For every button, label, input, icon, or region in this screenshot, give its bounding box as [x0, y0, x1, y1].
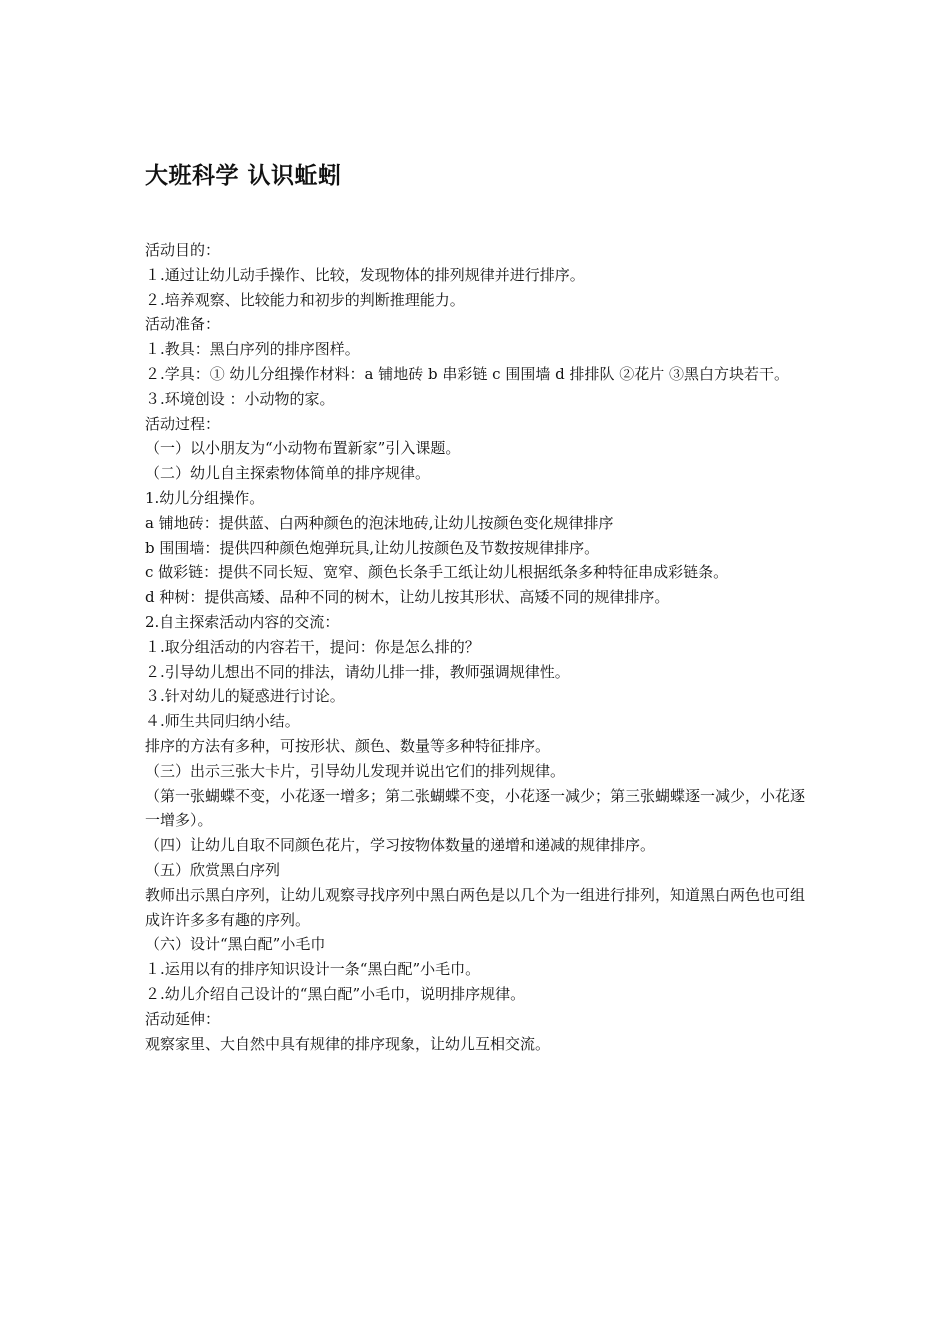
goal-item-2: ２.培养观察、比较能力和初步的判断推理能力。	[145, 290, 465, 309]
section-heading-process: 活动过程：	[145, 414, 221, 433]
document-body	[145, 238, 810, 1056]
process-step-3: （三）出示三张大卡片，引导幼儿发现并说出它们的排列规律。	[145, 761, 566, 780]
exchange-item-1: １.取分组活动的内容若干，提问：你是怎么排的？	[145, 637, 480, 656]
process-step-5: （五）欣赏黑白序列	[145, 860, 281, 879]
activity-item-a: a 铺地砖：提供蓝、白两种颜色的泡沫地砖,让幼儿按颜色变化规律排序	[145, 513, 614, 532]
section-heading-extension: 活动延伸：	[145, 1009, 221, 1028]
section-heading-preparation: 活动准备：	[145, 315, 221, 334]
process-substep-heading: 1.幼儿分组操作。	[145, 488, 265, 507]
exchange-item-4: ４.师生共同归纳小结。	[145, 712, 300, 731]
extension-text: 观察家里、大自然中具有规律的排序现象，让幼儿互相交流。	[145, 1034, 551, 1053]
preparation-item-3: ３.环境创设 ：小动物的家。	[145, 389, 335, 408]
exchange-heading: 2.自主探索活动内容的交流：	[145, 612, 340, 631]
summary-text: 排序的方法有多种，可按形状、颜色、数量等多种特征排序。	[145, 736, 551, 755]
process-step-2: （二）幼儿自主探索物体简单的排序规律。	[145, 464, 431, 483]
preparation-item-1: １.教具：黑白序列的排序图样。	[145, 340, 360, 359]
activity-item-c: c 做彩链：提供不同长短、宽窄、颜色长条手工纸让幼儿根据纸条多种特征串成彩链条。	[145, 563, 729, 582]
process-step-3-detail: （第一张蝴蝶不变，小花逐一增多；第二张蝴蝶不变，小花逐一减少；第三张蝴蝶逐一减少，小花逐一增多）。	[145, 786, 806, 830]
process-step-4: （四）让幼儿自取不同颜色花片，学习按物体数量的递增和递减的规律排序。	[145, 836, 656, 855]
process-step-5-detail: 教师出示黑白序列，让幼儿观察寻找序列中黑白两色是以几个为一组进行排列，知道黑白两色也可组成许许多多有趣的序列。	[145, 885, 806, 929]
preparation-item-2: ２.学具：① 幼儿分组操作材料：a 铺地砖 b 串彩链 c 围围墙 d 排排队 ②花片 ③黑白方块若干。	[145, 364, 790, 383]
activity-item-d: d 种树：提供高矮、品种不同的树木，让幼儿按其形状、高矮不同的规律排序。	[145, 588, 670, 607]
goal-item-1: １.通过让幼儿动手操作、比较，发现物体的排列规律并进行排序。	[145, 265, 585, 284]
activity-item-b: b 围围墙：提供四种颜色炮弹玩具,让幼儿按颜色及节数按规律排序。	[145, 538, 600, 557]
process-step-1: （一）以小朋友为“小动物布置新家”引入课题。	[145, 439, 461, 458]
process-step-6-item-1: １.运用以有的排序知识设计一条“黑白配”小毛巾。	[145, 960, 481, 979]
document-title: 大班科学 认识蚯蚓	[145, 162, 342, 189]
process-step-6-item-2: ２.幼儿介绍自己设计的“黑白配”小毛巾，说明排序规律。	[145, 984, 526, 1003]
exchange-item-2: ２.引导幼儿想出不同的排法，请幼儿排一排，教师强调规律性。	[145, 662, 570, 681]
section-heading-goals: 活动目的：	[145, 241, 221, 259]
exchange-item-3: ３.针对幼儿的疑惑进行讨论。	[145, 687, 345, 706]
process-step-6: （六）设计“黑白配”小毛巾	[145, 935, 326, 954]
